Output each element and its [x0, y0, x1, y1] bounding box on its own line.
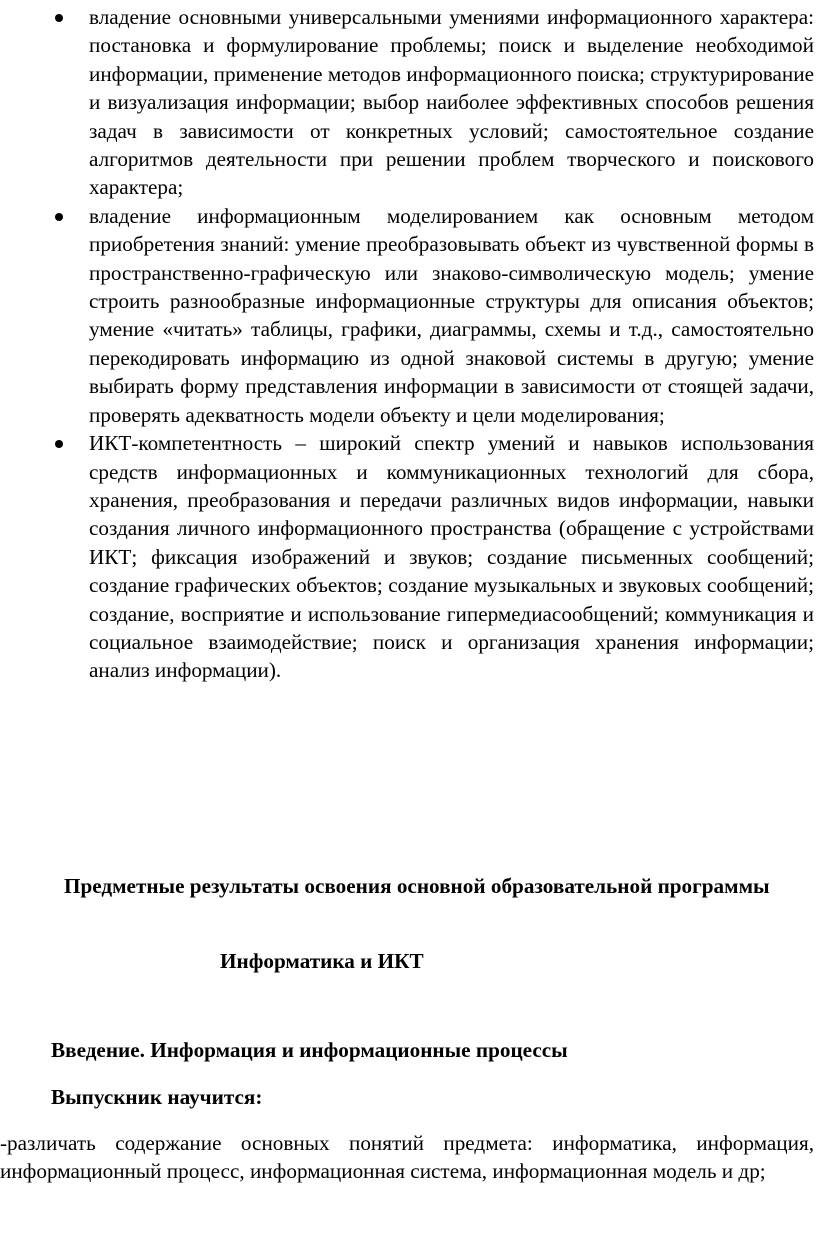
- bullet-icon: [55, 14, 63, 22]
- list-item: [0, 429, 816, 685]
- bullet-icon: [55, 440, 63, 448]
- paragraph-text: -различать содержание основных понятий предмета: информатика, информация, информационный процесс, информационная система, информационная модель и др;: [0, 1131, 814, 1184]
- bullet-text: владение информационным моделированием как основным методом приобретения знаний: умение преобразовывать объект из чувственной формы в пространственно-графическую или знаково-символическую модель; умение строить разнообразные информационные структуры для описания объектов; умение «читать» таблицы, графики, диаграммы, схемы и т.д., самостоятельно перекодировать информацию из одной знаковой системы в другую; умение выбирать форму представления информации в зависимости от стоящей задачи, проверять адекватность модели объекту и цели моделирования;: [89, 203, 814, 427]
- bullet-text: владение основными универсальными умениями информационного характера: постановка и формулирование проблемы; поиск и выделение необходимой информации, применение методов информационного поиска; структурирование и визуализация информации; выбор наиболее эффективных способов решения задач в зависимости от конкретных условий; самостоятельное создание алгоритмов деятельности при решении проблем творческого и поискового характера;: [89, 5, 814, 200]
- section-heading: Введение. Информация и информационные процессы: [51, 1038, 568, 1062]
- learner-heading: Выпускник научится:: [51, 1085, 263, 1109]
- bullet-text: ИКТ-компетентность – широкий спектр умений и навыков использования средств информационных и коммуникационных технологий для сбора, хранения, преобразования и передачи различных видов информации, навыки создания личного информационного пространства (обращение с устройствами ИКТ; фиксация изображений и звуков; создание письменных сообщений; создание графических объектов; создание музыкальных и звуковых сообщений; создание, восприятие и использование гипермедиасообщений; коммуникация и социальное взаимодействие; поиск и организация хранения информации; анализ информации).: [89, 431, 814, 683]
- subject-title: Информатика и ИКТ: [220, 949, 424, 973]
- list-item: [0, 3, 816, 202]
- bullet-list: [0, 3, 816, 685]
- results-heading: Предметные результаты освоения основной образовательной программы: [64, 874, 770, 898]
- list-item: [0, 202, 816, 429]
- bullet-icon: [55, 213, 63, 221]
